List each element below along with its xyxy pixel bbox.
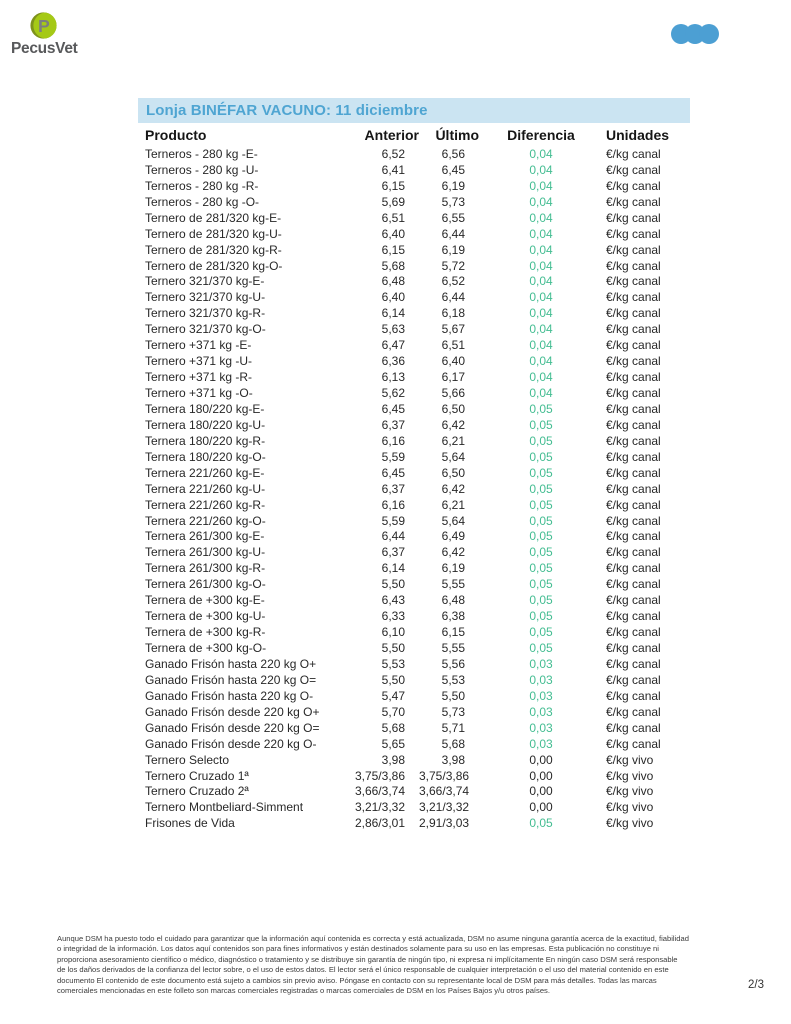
anterior-cell: 5,63	[381, 322, 405, 337]
ultimo-cell: 6,38	[441, 609, 465, 624]
table-title: Lonja BINÉFAR VACUNO: 11 diciembre	[138, 98, 690, 123]
diferencia-cell: 0,05	[529, 513, 553, 528]
product-cell: Ternero +371 kg -O-	[145, 386, 253, 401]
product-cell: Ternero 321/370 kg-U-	[145, 290, 266, 305]
table-row	[138, 289, 690, 305]
disclaimer-line: Aunque DSM ha puesto todo el cuidado para garantizar que la información aquí contenida es correcta y está actualizada, DSM no asume ninguna garantía acerca de la exactitud, fiabilidad	[57, 934, 689, 943]
dot-icon	[699, 24, 719, 44]
anterior-cell: 5,70	[381, 704, 405, 719]
product-cell: Terneros - 280 kg -U-	[145, 162, 259, 177]
unidades-cell: €/kg canal	[606, 338, 661, 353]
table-row	[138, 385, 690, 401]
product-cell: Ternero Montbeliard-Simment	[145, 800, 304, 815]
table-row	[138, 465, 690, 481]
diferencia-cell: 0,04	[529, 210, 553, 225]
unidades-cell: €/kg canal	[606, 242, 661, 257]
product-cell: Ternero de 281/320 kg-E-	[145, 210, 282, 225]
ultimo-cell: 6,42	[441, 417, 465, 432]
anterior-cell: 5,50	[381, 672, 405, 687]
unidades-cell: €/kg vivo	[606, 752, 654, 767]
diferencia-cell: 0,04	[529, 194, 553, 209]
anterior-cell: 6,44	[381, 529, 405, 544]
anterior-cell: 6,16	[381, 433, 405, 448]
diferencia-cell: 0,05	[529, 816, 553, 831]
anterior-cell: 6,45	[381, 465, 405, 480]
disclaimer-line: documento El contenido de este documento está sujeto a cambios sin previo aviso. Póngase en contacto con su representante local de DSM para más detalles. Todas las marcas	[57, 975, 657, 985]
anterior-cell: 3,75/3,86	[354, 768, 405, 783]
ultimo-cell: 6,19	[441, 561, 465, 576]
ultimo-cell: 5,53	[441, 672, 465, 687]
anterior-cell: 5,47	[381, 688, 405, 703]
disclaimer-line: o integridad de la información. Los datos aquí contenidos son para fines informativos y están destinados solamente para su uso en las empresas. Esta publicación no constituye ni	[57, 944, 659, 954]
product-cell: Terneros - 280 kg -O-	[145, 194, 260, 209]
diferencia-cell: 0,05	[529, 529, 553, 544]
anterior-cell: 6,48	[381, 274, 405, 289]
diferencia-cell: 0,04	[529, 338, 553, 353]
table-row	[138, 401, 690, 417]
table-row	[138, 688, 690, 704]
product-cell: Ternera 221/260 kg-E-	[145, 465, 265, 480]
unidades-cell: €/kg canal	[606, 497, 661, 512]
table-row	[138, 178, 690, 194]
unidades-cell: €/kg canal	[606, 386, 661, 401]
ultimo-cell: 6,50	[441, 465, 465, 480]
product-cell: Ganado Frisón desde 220 kg O-	[145, 736, 317, 751]
diferencia-cell: 0,05	[529, 593, 553, 608]
product-cell: Ternero 321/370 kg-R-	[145, 306, 266, 321]
product-cell: Ternera 261/300 kg-U-	[145, 545, 266, 560]
anterior-cell: 5,65	[381, 736, 405, 751]
anterior-cell: 6,40	[381, 290, 405, 305]
product-cell: Ternero Cruzado 1ª	[145, 768, 249, 783]
ultimo-cell: 5,71	[441, 720, 465, 735]
anterior-cell: 5,59	[381, 513, 405, 528]
diferencia-cell: 0,05	[529, 433, 553, 448]
unidades-cell: €/kg canal	[606, 417, 661, 432]
product-cell: Ternera de +300 kg-U-	[145, 609, 266, 624]
table-row	[138, 799, 690, 815]
ultimo-cell: 6,44	[441, 226, 465, 241]
unidades-cell: €/kg canal	[606, 704, 661, 719]
unidades-cell: €/kg canal	[606, 178, 661, 193]
ultimo-cell: 5,66	[441, 386, 465, 401]
table-header-row	[138, 124, 690, 146]
unidades-cell: €/kg canal	[606, 625, 661, 640]
diferencia-cell: 0,00	[529, 800, 553, 815]
anterior-cell: 6,14	[381, 561, 405, 576]
table-row	[138, 560, 690, 576]
diferencia-cell: 0,05	[529, 625, 553, 640]
table-row	[138, 481, 690, 497]
anterior-cell: 6,51	[381, 210, 405, 225]
product-cell: Ternero de 281/320 kg-U-	[145, 226, 282, 241]
anterior-cell: 6,15	[381, 242, 405, 257]
diferencia-cell: 0,05	[529, 577, 553, 592]
diferencia-cell: 0,05	[529, 561, 553, 576]
diferencia-cell: 0,05	[529, 401, 553, 416]
table-row	[138, 162, 690, 178]
unidades-cell: €/kg canal	[606, 354, 661, 369]
product-cell: Ganado Frisón hasta 220 kg O=	[145, 672, 317, 687]
diferencia-cell: 0,04	[529, 242, 553, 257]
diferencia-cell: 0,04	[529, 322, 553, 337]
ultimo-cell: 6,49	[441, 529, 465, 544]
product-cell: Ternera 180/220 kg-E-	[145, 401, 265, 416]
table-row	[138, 321, 690, 337]
unidades-cell: €/kg canal	[606, 162, 661, 177]
unidades-cell: €/kg canal	[606, 672, 661, 687]
ultimo-cell: 6,21	[441, 433, 465, 448]
product-cell: Ternero +371 kg -U-	[145, 354, 253, 369]
diferencia-cell: 0,03	[529, 672, 553, 687]
unidades-cell: €/kg canal	[606, 322, 661, 337]
table-row	[138, 226, 690, 242]
anterior-cell: 6,36	[381, 354, 405, 369]
diferencia-cell: 0,05	[529, 609, 553, 624]
diferencia-cell: 0,04	[529, 226, 553, 241]
diferencia-cell: 0,04	[529, 162, 553, 177]
table-row	[138, 576, 690, 592]
product-cell: Ternera de +300 kg-O-	[145, 641, 267, 656]
ultimo-cell: 5,64	[441, 449, 465, 464]
ultimo-cell: 5,72	[441, 258, 465, 273]
product-cell: Frisones de Vida	[145, 816, 235, 831]
diferencia-cell: 0,03	[529, 688, 553, 703]
product-cell: Ternero 321/370 kg-O-	[145, 322, 266, 337]
ultimo-cell: 6,19	[441, 178, 465, 193]
table-row	[138, 592, 690, 608]
product-cell: Ternera 221/260 kg-U-	[145, 481, 266, 496]
ultimo-cell: 5,55	[441, 577, 465, 592]
anterior-cell: 6,37	[381, 481, 405, 496]
ultimo-cell: 3,75/3,86	[419, 768, 470, 783]
anterior-cell: 6,41	[381, 162, 405, 177]
diferencia-cell: 0,05	[529, 449, 553, 464]
product-cell: Terneros - 280 kg -R-	[145, 178, 259, 193]
anterior-cell: 6,52	[381, 146, 405, 161]
anterior-cell: 6,40	[381, 226, 405, 241]
anterior-cell: 6,13	[381, 370, 405, 385]
ultimo-cell: 5,64	[441, 513, 465, 528]
diferencia-cell: 0,04	[529, 370, 553, 385]
table-row	[138, 242, 690, 258]
unidades-cell: €/kg vivo	[606, 768, 654, 783]
ultimo-cell: 3,98	[441, 752, 465, 767]
header-dots	[671, 24, 719, 44]
product-cell: Ganado Frisón hasta 220 kg O+	[145, 656, 317, 671]
diferencia-cell: 0,03	[529, 736, 553, 751]
anterior-cell: 5,50	[381, 577, 405, 592]
diferencia-cell: 0,04	[529, 146, 553, 161]
diferencia-cell: 0,00	[529, 768, 553, 783]
anterior-cell: 6,47	[381, 338, 405, 353]
ultimo-cell: 6,55	[441, 210, 465, 225]
anterior-cell: 6,37	[381, 417, 405, 432]
anterior-cell: 3,98	[381, 752, 405, 767]
unidades-cell: €/kg canal	[606, 194, 661, 209]
table-row	[138, 353, 690, 369]
unidades-cell: €/kg canal	[606, 561, 661, 576]
diferencia-cell: 0,04	[529, 178, 553, 193]
ultimo-cell: 6,48	[441, 593, 465, 608]
product-cell: Ternero de 281/320 kg-R-	[145, 242, 282, 257]
ultimo-cell: 2,91/3,03	[419, 816, 470, 831]
diferencia-cell: 0,04	[529, 290, 553, 305]
table-row	[138, 417, 690, 433]
ultimo-cell: 6,44	[441, 290, 465, 305]
brand-name: PecusVet	[11, 40, 78, 57]
ultimo-cell: 6,19	[441, 242, 465, 257]
unidades-cell: €/kg canal	[606, 720, 661, 735]
ultimo-cell: 5,68	[441, 736, 465, 751]
product-cell: Ternera de +300 kg-E-	[145, 593, 265, 608]
ultimo-cell: 6,50	[441, 401, 465, 416]
table-row	[138, 815, 690, 831]
price-table	[138, 98, 690, 831]
product-cell: Ternero 321/370 kg-E-	[145, 274, 265, 289]
disclaimer-line: comerciales mencionadas en este folleto son marcas comerciales registradas o marcas comerciales de DSM en los Países Bajos y/u otros países.	[57, 986, 550, 996]
ultimo-cell: 6,42	[441, 545, 465, 560]
unidades-cell: €/kg vivo	[606, 784, 654, 799]
unidades-cell: €/kg vivo	[606, 800, 654, 815]
ultimo-cell: 6,21	[441, 497, 465, 512]
diferencia-cell: 0,04	[529, 258, 553, 273]
table-row	[138, 146, 690, 162]
unidades-cell: €/kg canal	[606, 146, 661, 161]
table-row	[138, 544, 690, 560]
ultimo-cell: 5,67	[441, 322, 465, 337]
ultimo-cell: 5,73	[441, 194, 465, 209]
table-row	[138, 194, 690, 210]
product-cell: Ternero +371 kg -E-	[145, 338, 252, 353]
table-row	[138, 768, 690, 784]
diferencia-cell: 0,04	[529, 274, 553, 289]
anterior-cell: 6,15	[381, 178, 405, 193]
unidades-cell: €/kg canal	[606, 306, 661, 321]
unidades-cell: €/kg canal	[606, 449, 661, 464]
ultimo-cell: 6,52	[441, 274, 465, 289]
anterior-cell: 5,69	[381, 194, 405, 209]
ultimo-cell: 6,17	[441, 370, 465, 385]
unidades-cell: €/kg canal	[606, 274, 661, 289]
product-cell: Ganado Frisón hasta 220 kg O-	[145, 688, 314, 703]
product-cell: Ganado Frisón desde 220 kg O+	[145, 704, 320, 719]
product-cell: Ternera de +300 kg-R-	[145, 625, 266, 640]
unidades-cell: €/kg canal	[606, 593, 661, 608]
diferencia-cell: 0,00	[529, 784, 553, 799]
table-row	[138, 752, 690, 768]
unidades-cell: €/kg canal	[606, 290, 661, 305]
table-row	[138, 497, 690, 513]
table-row	[138, 529, 690, 545]
col-header-ultimo: Último	[435, 127, 479, 143]
product-cell: Ternera 221/260 kg-O-	[145, 513, 266, 528]
anterior-cell: 6,45	[381, 401, 405, 416]
unidades-cell: €/kg canal	[606, 481, 661, 496]
unidades-cell: €/kg canal	[606, 226, 661, 241]
table-row	[138, 720, 690, 736]
product-cell: Ternero de 281/320 kg-O-	[145, 258, 283, 273]
unidades-cell: €/kg canal	[606, 513, 661, 528]
anterior-cell: 6,43	[381, 593, 405, 608]
anterior-cell: 6,16	[381, 497, 405, 512]
table-row	[138, 784, 690, 800]
product-cell: Ganado Frisón desde 220 kg O=	[145, 720, 320, 735]
diferencia-cell: 0,05	[529, 417, 553, 432]
product-cell: Ternera 180/220 kg-O-	[145, 449, 266, 464]
table-row	[138, 704, 690, 720]
ultimo-cell: 5,56	[441, 656, 465, 671]
table-body	[138, 146, 690, 831]
diferencia-cell: 0,03	[529, 656, 553, 671]
unidades-cell: €/kg canal	[606, 545, 661, 560]
anterior-cell: 5,59	[381, 449, 405, 464]
unidades-cell: €/kg canal	[606, 433, 661, 448]
ultimo-cell: 6,51	[441, 338, 465, 353]
ultimo-cell: 6,45	[441, 162, 465, 177]
anterior-cell: 6,14	[381, 306, 405, 321]
unidades-cell: €/kg canal	[606, 656, 661, 671]
diferencia-cell: 0,04	[529, 386, 553, 401]
col-header-unidades: Unidades	[606, 127, 670, 143]
page-number: 2/3	[748, 979, 764, 991]
anterior-cell: 5,62	[381, 386, 405, 401]
product-cell: Ternero +371 kg -R-	[145, 370, 253, 385]
ultimo-cell: 6,42	[441, 481, 465, 496]
unidades-cell: €/kg canal	[606, 465, 661, 480]
anterior-cell: 6,37	[381, 545, 405, 560]
anterior-cell: 6,10	[381, 625, 405, 640]
product-cell: Ternera 221/260 kg-R-	[145, 497, 266, 512]
diferencia-cell: 0,05	[529, 545, 553, 560]
diferencia-cell: 0,04	[529, 306, 553, 321]
table-row	[138, 274, 690, 290]
unidades-cell: €/kg canal	[606, 210, 661, 225]
table-row	[138, 449, 690, 465]
ultimo-cell: 6,56	[441, 146, 465, 161]
diferencia-cell: 0,03	[529, 704, 553, 719]
diferencia-cell: 0,05	[529, 465, 553, 480]
anterior-cell: 2,86/3,01	[354, 816, 405, 831]
anterior-cell: 5,53	[381, 656, 405, 671]
product-cell: Ternera 180/220 kg-R-	[145, 433, 266, 448]
table-row	[138, 608, 690, 624]
unidades-cell: €/kg canal	[606, 258, 661, 273]
table-row	[138, 369, 690, 385]
unidades-cell: €/kg canal	[606, 736, 661, 751]
ultimo-cell: 6,18	[441, 306, 465, 321]
ultimo-cell: 6,15	[441, 625, 465, 640]
ultimo-cell: 5,73	[441, 704, 465, 719]
table-row	[138, 433, 690, 449]
diferencia-cell: 0,04	[529, 354, 553, 369]
product-cell: Ternera 180/220 kg-U-	[145, 417, 266, 432]
anterior-cell: 5,50	[381, 641, 405, 656]
anterior-cell: 3,21/3,32	[354, 800, 405, 815]
anterior-cell: 6,33	[381, 609, 405, 624]
unidades-cell: €/kg canal	[606, 529, 661, 544]
table-row	[138, 305, 690, 321]
disclaimer-line: proporciona asesoramiento científico o médico, diagnóstico o tratamiento y se distribuye sin garantía de ningún tipo, ni expresa ni implícitamente En ningún caso DSM será responsable	[57, 954, 678, 964]
table-row	[138, 656, 690, 672]
table-row	[138, 736, 690, 752]
col-header-anterior: Anterior	[364, 127, 419, 143]
unidades-cell: €/kg canal	[606, 609, 661, 624]
col-header-producto: Producto	[145, 127, 207, 143]
diferencia-cell: 0,03	[529, 720, 553, 735]
table-row	[138, 258, 690, 274]
product-cell: Ternero Cruzado 2ª	[145, 784, 249, 799]
svg-text:P: P	[38, 15, 50, 36]
product-cell: Terneros - 280 kg -E-	[145, 146, 258, 161]
table-row	[138, 513, 690, 529]
disclaimer-line: de los daños derivados de la confianza del lector sobre, o el uso de estos datos. El lector será el único responsable de cualquier interpretación o el uso del material contenido en este	[57, 965, 669, 975]
pecusvet-logo	[11, 12, 91, 58]
ultimo-cell: 5,50	[441, 688, 465, 703]
product-cell: Ternera 261/300 kg-R-	[145, 561, 266, 576]
ultimo-cell: 6,40	[441, 354, 465, 369]
product-cell: Ternera 261/300 kg-O-	[145, 577, 266, 592]
anterior-cell: 5,68	[381, 258, 405, 273]
diferencia-cell: 0,05	[529, 641, 553, 656]
table-row	[138, 640, 690, 656]
unidades-cell: €/kg canal	[606, 370, 661, 385]
product-cell: Ternera 261/300 kg-E-	[145, 529, 265, 544]
table-row	[138, 210, 690, 226]
unidades-cell: €/kg canal	[606, 577, 661, 592]
table-row	[138, 337, 690, 353]
ultimo-cell: 3,21/3,32	[419, 800, 470, 815]
table-row	[138, 624, 690, 640]
anterior-cell: 3,66/3,74	[354, 784, 405, 799]
product-cell: Ternero Selecto	[145, 752, 230, 767]
unidades-cell: €/kg vivo	[606, 816, 654, 831]
ultimo-cell: 3,66/3,74	[419, 784, 470, 799]
unidades-cell: €/kg canal	[606, 401, 661, 416]
unidades-cell: €/kg canal	[606, 688, 661, 703]
diferencia-cell: 0,00	[529, 752, 553, 767]
unidades-cell: €/kg canal	[606, 641, 661, 656]
diferencia-cell: 0,05	[529, 497, 553, 512]
disclaimer-text	[57, 934, 739, 996]
pecusvet-logo-icon	[30, 12, 57, 39]
ultimo-cell: 5,55	[441, 641, 465, 656]
anterior-cell: 5,68	[381, 720, 405, 735]
diferencia-cell: 0,05	[529, 481, 553, 496]
col-header-diferencia: Diferencia	[507, 127, 575, 143]
table-row	[138, 672, 690, 688]
